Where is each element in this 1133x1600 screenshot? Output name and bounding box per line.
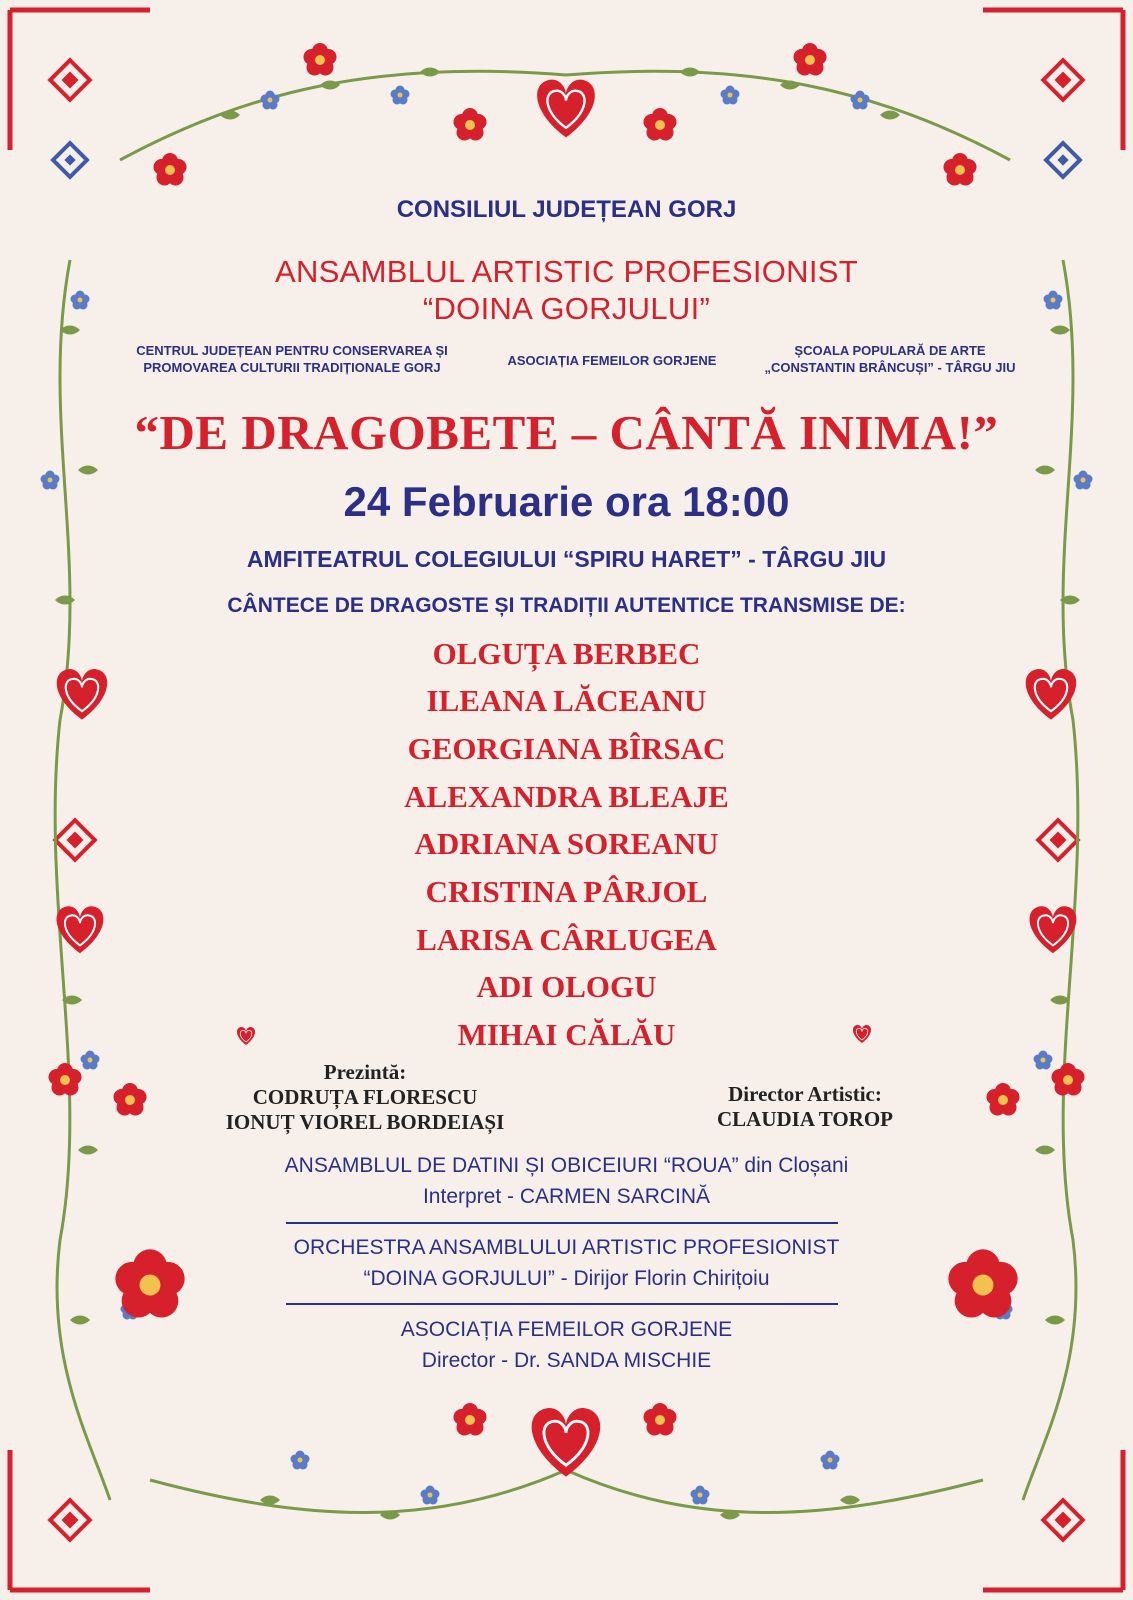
performer-name: ILEANA LĂCEANU [426,683,707,718]
artistic-director-name: CLAUDIA TOROP [716,1107,893,1131]
partner-womens-association [484,352,740,369]
performer-name: ALEXANDRA BLEAJE [404,779,729,814]
ensemble-name-line1: ANSAMBLUL ARTISTIC PROFESIONIST [275,254,858,289]
presenter-name: IONUȚ VIOREL BORDEIAȘI [225,1110,505,1134]
group-roua-ensemble-line2: Interpret - CARMEN SARCINĂ [422,1185,711,1208]
performer-name: LARISA CÂRLUGEA [416,922,717,957]
presenters-block [215,1060,515,1135]
performer-name: ADI OLOGU [476,969,657,1004]
event-datetime: 24 Februarie ora 18:00 [343,478,790,525]
partner-womens-association-label: ASOCIAȚIA FEMEILOR GORJENE [507,353,717,368]
partner-cultural-center-line2: PROMOVAREA CULTURII TRADIȚIONALE GORJ [143,360,441,375]
partner-arts-school [740,342,1040,376]
group-orchestra-line2: “DOINA GORJULUI” - Dirijor Florin Chirițoiu [363,1267,770,1290]
performer-name: CRISTINA PÂRJOL [425,874,708,909]
partner-arts-school-line2: „CONSTANTIN BRÂNCUȘI” - TÂRGU JIU [764,360,1016,375]
ensemble-name-line2: “DOINA GORJULUI” [422,291,711,326]
event-title: “DE DRAGOBETE – CÂNTĂ INIMA!” [134,405,999,460]
group-roua-ensemble [0,1150,1133,1212]
performer-name: OLGUȚA BERBEC [432,636,701,671]
performer-name: MIHAI CĂLĂU [457,1017,676,1052]
council-name: CONSILIUL JUDEȚEAN GORJ [396,196,737,223]
group-womens-association-line1: ASOCIAȚIA FEMEILOR GORJENE [400,1318,733,1341]
artistic-director-label: Director Artistic: [728,1082,882,1106]
artistic-director-block [690,1082,920,1132]
group-roua-ensemble-line1: ANSAMBLUL DE DATINI ȘI OBICEIURI “ROUA” din Cloșani [284,1154,849,1177]
group-womens-association-line2: Director - Dr. SANDA MISCHIE [421,1349,712,1372]
event-venue: AMFITEATRUL COLEGIULUI “SPIRU HARET” - TÂRGU JIU [246,546,887,572]
divider [286,1222,838,1224]
group-orchestra [0,1232,1133,1294]
performers-intro: CÂNTECE DE DRAGOSTE ȘI TRADIȚII AUTENTICE TRANSMISE DE: [227,594,906,617]
performer-name: GEORGIANA BÎRSAC [407,731,726,766]
performer-name: ADRIANA SOREANU [414,826,719,861]
presenters-label: Prezintă: [323,1060,407,1084]
divider [286,1303,838,1305]
presenter-name: CODRUȚA FLORESCU [252,1085,478,1109]
group-womens-association [0,1314,1133,1376]
partner-cultural-center [112,342,472,376]
group-orchestra-line1: ORCHESTRA ANSAMBLULUI ARTISTIC PROFESIONIST [293,1236,840,1259]
partner-arts-school-line1: ȘCOALA POPULARĂ DE ARTE [794,343,986,358]
partner-cultural-center-line1: CENTRUL JUDEȚEAN PENTRU CONSERVAREA ȘI [136,343,448,358]
